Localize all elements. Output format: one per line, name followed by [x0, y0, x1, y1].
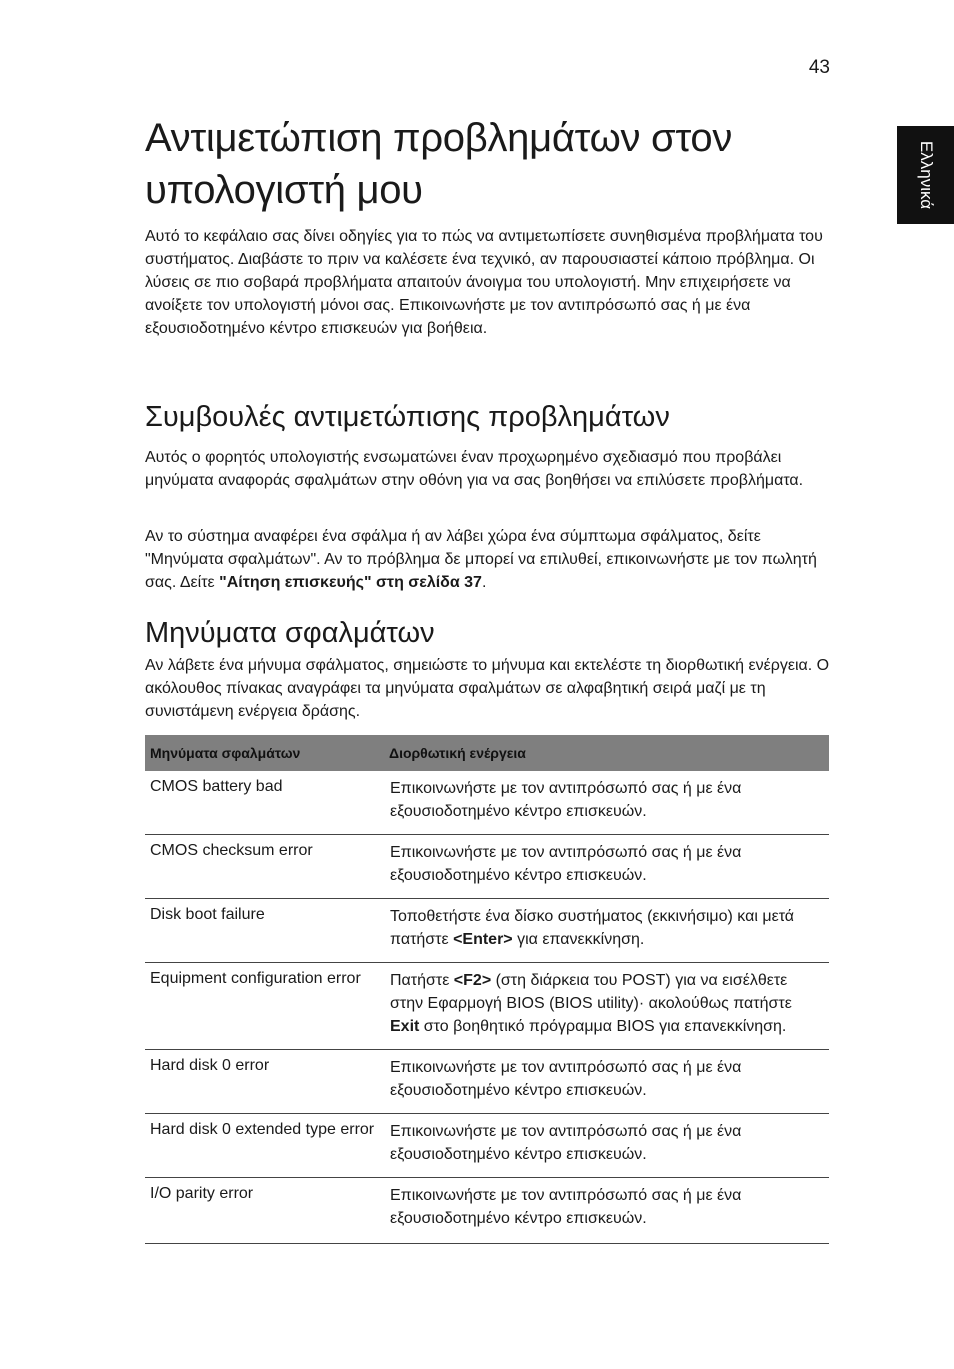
error-messages-table — [145, 735, 829, 1244]
error-message-cell: Equipment configuration error — [145, 963, 386, 1050]
page-number: 43 — [808, 57, 830, 78]
language-tab — [897, 126, 954, 224]
action-text: Τοποθετήστε ένα δίσκο συστήματος (εκκινήσιμο) και μετά πατήστε — [390, 908, 795, 948]
table-row — [145, 1050, 829, 1114]
intro-paragraph: Αυτό το κεφάλαιο σας δίνει οδηγίες για το πώς να αντιμετωπίσετε συνηθισμένα προβλήματα του συστήματος. Διαβάστε το πριν να καλέσετε ένα τεχνικό, αν παρουσιαστεί κάποιο πρόβλημα. Οι λύσεις σε πιο σοβαρά προβλήματα απαιτούν άνοιγμα του υπολογιστή. Μην επιχειρήσετε να ανοίξετε τον υπολογιστή μόνοι σας. Επικοινωνήστε με τον αντιπρόσωπό σας ή με ένα εξουσιοδοτημένο κέντρο επισκευών για βοήθεια. — [145, 228, 823, 337]
action-cell: Επικοινωνήστε με τον αντιπρόσωπό σας ή με ένα εξουσιοδοτημένο κέντρο επισκευών. — [386, 835, 829, 899]
f2-key: <F2> — [453, 972, 492, 989]
action-cell: Επικοινωνήστε με τον αντιπρόσωπό σας ή με ένα εξουσιοδοτημένο κέντρο επισκευών. — [386, 1114, 829, 1178]
language-tab-label: Ελληνικά — [916, 140, 936, 210]
table-row — [145, 899, 829, 963]
error-message-cell: I/O parity error — [145, 1178, 386, 1244]
table-row — [145, 835, 829, 899]
action-cell: Επικοινωνήστε με τον αντιπρόσωπό σας ή με ένα εξουσιοδοτημένο κέντρο επισκευών. — [386, 771, 829, 835]
action-text: (στη διάρκεια του POST) για να εισέλθετε στην Εφαρμογή BIOS (BIOS utility)· ακολούθως πατήστε — [390, 972, 792, 1012]
action-text: στο βοηθητικό πρόγραμμα BIOS για επανεκκίνηση. — [419, 1018, 787, 1035]
error-message-cell: Hard disk 0 extended type error — [145, 1114, 386, 1178]
tips-paragraph-2-end: . — [481, 574, 487, 591]
page-title: Αντιμετώπιση προβλημάτων στον υπολογιστή μου — [145, 116, 733, 212]
table-row — [145, 1114, 829, 1178]
action-cell — [386, 899, 829, 963]
tips-heading: Συμβουλές αντιμετώπισης προβλημάτων — [145, 401, 670, 433]
repair-request-link[interactable]: "Αίτηση επισκευής" στη σελίδα 37 — [219, 574, 482, 591]
errors-intro: Αν λάβετε ένα μήνυμα σφάλματος, σημειώστε το μήνυμα και εκτελέστε τη διορθωτική ενέργεια. Ο ακόλουθος πίνακας αναγράφει τα μηνύματα σφαλμάτων σε αλφαβητική σειρά μαζί με τη συνιστάμενη ενέργεια δράσης. — [145, 657, 830, 720]
action-text: για επανεκκίνηση. — [512, 931, 645, 948]
error-message-cell: Disk boot failure — [145, 899, 386, 963]
error-message-cell: Hard disk 0 error — [145, 1050, 386, 1114]
table-header-row — [145, 735, 829, 771]
header-error-messages: Μηνύματα σφαλμάτων — [145, 735, 386, 771]
error-message-cell: CMOS checksum error — [145, 835, 386, 899]
tips-paragraph-2-text: Αν το σύστημα αναφέρει ένα σφάλμα ή αν λάβει χώρα ένα σύμπτωμα σφάλματος, δείτε "Μηνύματα σφαλμάτων". Αν το πρόβλημα δε μπορεί να επιλυθεί, επικοινωνήστε με τον πωλητή σας. Δείτε — [145, 528, 817, 591]
action-cell: Επικοινωνήστε με τον αντιπρόσωπό σας ή με ένα εξουσιοδοτημένο κέντρο επισκευών. — [386, 1050, 829, 1114]
table-row — [145, 963, 829, 1050]
action-cell: Επικοινωνήστε με τον αντιπρόσωπό σας ή με ένα εξουσιοδοτημένο κέντρο επισκευών. — [386, 1178, 829, 1244]
header-corrective-action: Διορθωτική ενέργεια — [386, 735, 829, 771]
exit-key: Exit — [390, 1018, 420, 1035]
action-text: Πατήστε — [390, 972, 454, 989]
action-cell — [386, 963, 829, 1050]
error-message-cell: CMOS battery bad — [145, 771, 386, 835]
table-row — [145, 771, 829, 835]
table-row — [145, 1178, 829, 1244]
errors-heading: Μηνύματα σφαλμάτων — [145, 617, 435, 649]
tips-paragraph-1: Αυτός ο φορητός υπολογιστής ενσωματώνει έναν προχωρημένο σχεδιασμό που προβάλει μηνύματα αναφοράς σφαλμάτων στην οθόνη για να σας βοηθήσει να επιλύσετε προβλήματα. — [145, 449, 804, 489]
enter-key: <Enter> — [453, 931, 513, 948]
tips-paragraph-2 — [145, 525, 830, 594]
